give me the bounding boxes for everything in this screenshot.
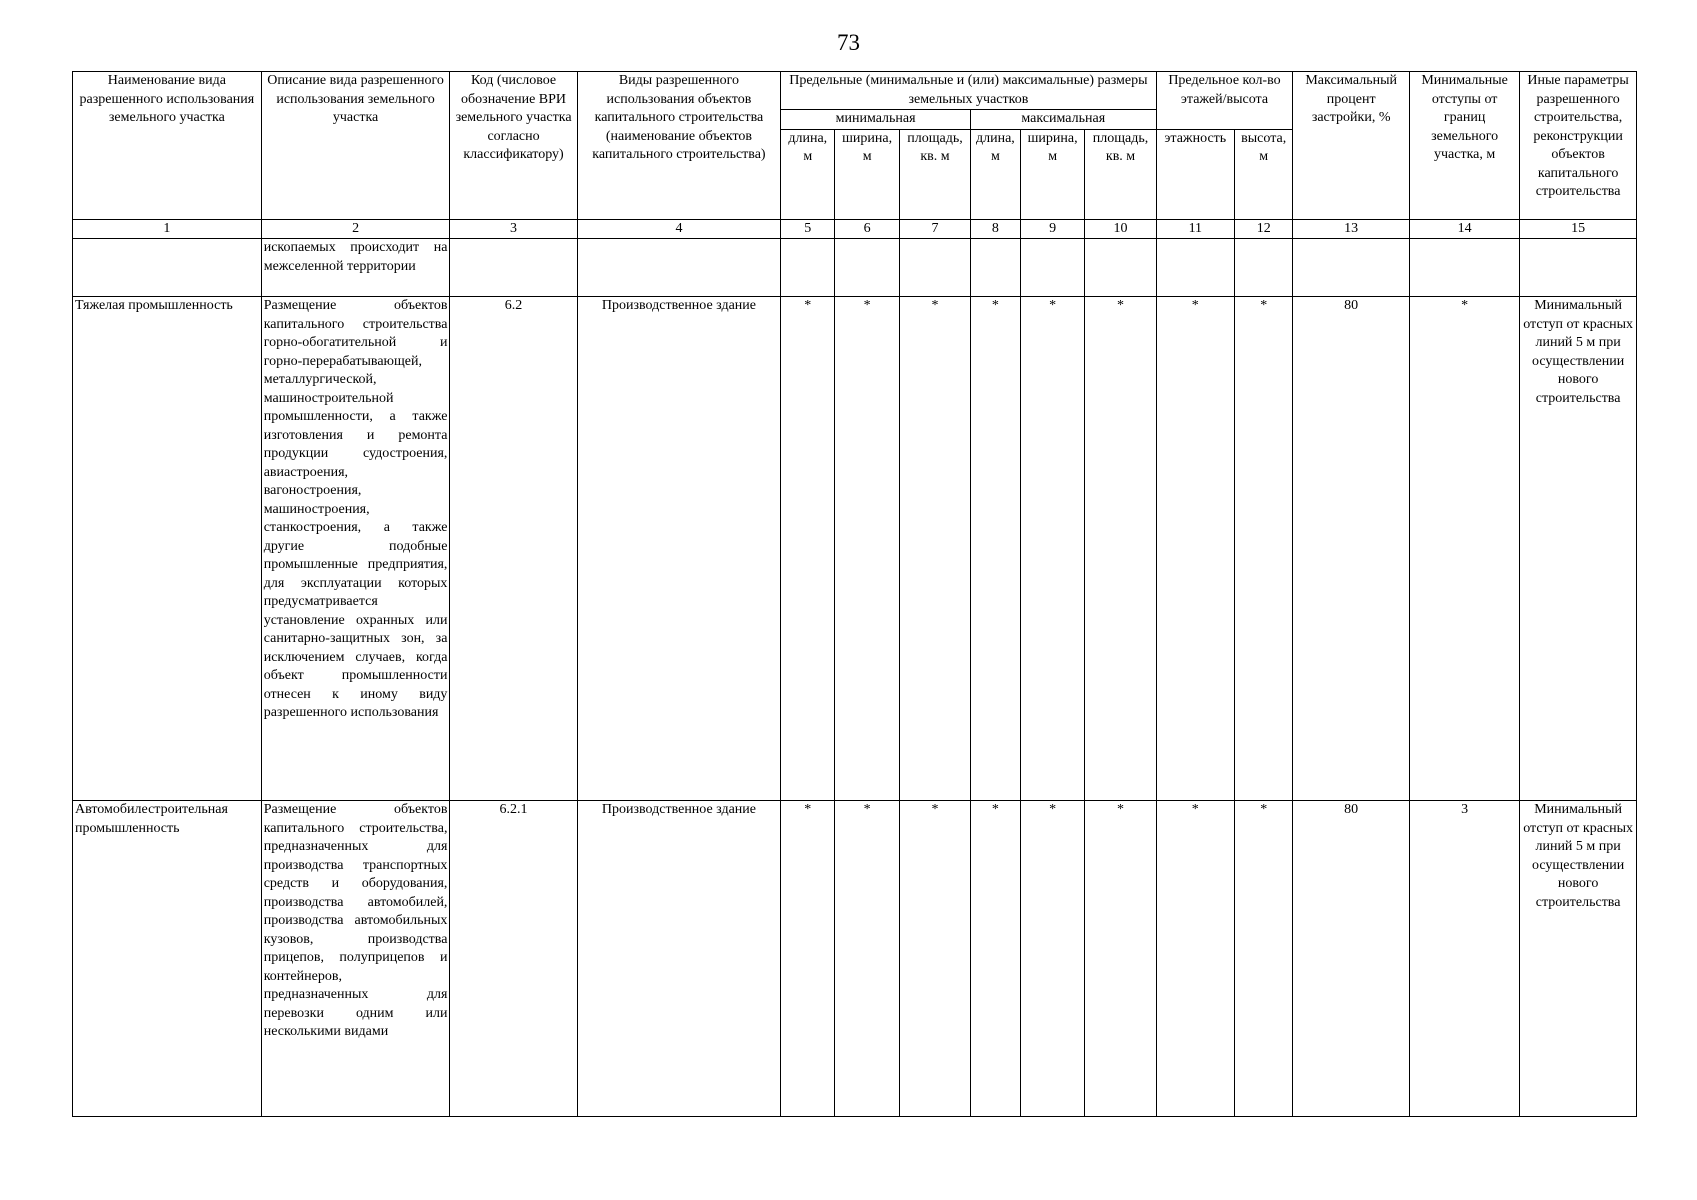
row-height bbox=[1235, 239, 1293, 297]
header-other-params: Иные параметры разрешенного строительства, реконструкции объектов капитального строительства bbox=[1520, 72, 1637, 220]
row-other: Минимальный отступ от красных линий 5 м при осуществлении нового строительства bbox=[1520, 801, 1637, 1117]
row-floors: * bbox=[1156, 801, 1234, 1117]
header-min-length: длина, м bbox=[781, 129, 835, 219]
table-row bbox=[73, 801, 1637, 1117]
header-max-width: ширина, м bbox=[1020, 129, 1085, 219]
row-max-area bbox=[1085, 239, 1156, 297]
header-max-percent: Максимальный процент застройки, % bbox=[1293, 72, 1410, 220]
row-other bbox=[1520, 239, 1637, 297]
row-min-length bbox=[781, 239, 835, 297]
column-number: 11 bbox=[1156, 219, 1234, 239]
row-percent: 80 bbox=[1293, 297, 1410, 801]
row-max-width: * bbox=[1020, 297, 1085, 801]
row-min-area: * bbox=[899, 297, 970, 801]
column-number: 8 bbox=[970, 219, 1020, 239]
land-use-regulations-table bbox=[72, 71, 1637, 1117]
column-number: 15 bbox=[1520, 219, 1637, 239]
row-min-length: * bbox=[781, 801, 835, 1117]
column-number: 3 bbox=[450, 219, 577, 239]
header-min: минимальная bbox=[781, 110, 971, 130]
row-max-width: * bbox=[1020, 801, 1085, 1117]
row-oks: Производственное здание bbox=[577, 297, 781, 801]
row-other: Минимальный отступ от красных линий 5 м при осуществлении нового строительства bbox=[1520, 297, 1637, 801]
row-max-area: * bbox=[1085, 801, 1156, 1117]
column-number: 13 bbox=[1293, 219, 1410, 239]
column-number: 12 bbox=[1235, 219, 1293, 239]
column-number: 10 bbox=[1085, 219, 1156, 239]
header-oks: Виды разрешенного использования объектов капитального строительства (наименование объектов капитального строительства) bbox=[577, 72, 781, 220]
row-min-width bbox=[835, 239, 900, 297]
row-min-width: * bbox=[835, 297, 900, 801]
row-min-width: * bbox=[835, 801, 900, 1117]
row-setback bbox=[1409, 239, 1519, 297]
column-number: 2 bbox=[261, 219, 450, 239]
row-max-area: * bbox=[1085, 297, 1156, 801]
row-floors bbox=[1156, 239, 1234, 297]
row-max-length bbox=[970, 239, 1020, 297]
row-max-width bbox=[1020, 239, 1085, 297]
table-row bbox=[73, 239, 1637, 297]
header-plot-sizes: Предельные (минимальные и (или) максимальные) размеры земельных участков bbox=[781, 72, 1156, 110]
row-setback: 3 bbox=[1409, 801, 1519, 1117]
row-description: Размещение объектов капитального строительства, предназначенных для производства транспортных средств и оборудования, производства автомобилей, производства автомобильных кузовов, производства прицепов, полуприцепов и контейнеров, предназначенных для перевозки одним или несколькими видами bbox=[261, 801, 450, 1117]
page-number: 73 bbox=[837, 30, 860, 55]
header-floors-height: Предельное кол-во этажей/высота bbox=[1156, 72, 1293, 130]
row-percent bbox=[1293, 239, 1410, 297]
row-description: Размещение объектов капитального строительства горно-обогатительной и горно-перерабатывающей, металлургической, машиностроительной промышленности, а также изготовления и ремонта продукции судостроения, авиастроения, вагоностроения, машиностроения, станкостроения, а также другие подобные промышленные предприятия, для эксплуатации которых предусматривается установление охранных или санитарно-защитных зон, за исключением случаев, когда объект промышленности отнесен к иному виду разрешенного использования bbox=[261, 297, 450, 801]
row-percent: 80 bbox=[1293, 801, 1410, 1117]
column-number: 5 bbox=[781, 219, 835, 239]
column-number: 6 bbox=[835, 219, 900, 239]
table-row bbox=[73, 297, 1637, 801]
header-description: Описание вида разрешенного использования земельного участка bbox=[261, 72, 450, 220]
header-name: Наименование вида разрешенного использования земельного участка bbox=[73, 72, 262, 220]
column-number: 4 bbox=[577, 219, 781, 239]
row-min-area: * bbox=[899, 801, 970, 1117]
column-numbers-row bbox=[73, 219, 1637, 239]
header-min-area: площадь, кв. м bbox=[899, 129, 970, 219]
header-code: Код (числовое обозначение ВРИ земельного участка согласно классификатору) bbox=[450, 72, 577, 220]
header-max-area: площадь, кв. м bbox=[1085, 129, 1156, 219]
row-max-length: * bbox=[970, 801, 1020, 1117]
row-height: * bbox=[1235, 297, 1293, 801]
row-name: Тяжелая промышленность bbox=[73, 297, 262, 801]
header-min-width: ширина, м bbox=[835, 129, 900, 219]
row-oks: Производственное здание bbox=[577, 801, 781, 1117]
row-name bbox=[73, 239, 262, 297]
row-code: 6.2.1 bbox=[450, 801, 577, 1117]
header-floors: этажность bbox=[1156, 129, 1234, 219]
row-oks bbox=[577, 239, 781, 297]
header-max-length: длина, м bbox=[970, 129, 1020, 219]
header-max: максимальная bbox=[970, 110, 1156, 130]
header-min-setback: Минимальные отступы от границ земельного участка, м bbox=[1409, 72, 1519, 220]
column-number: 9 bbox=[1020, 219, 1085, 239]
row-max-length: * bbox=[970, 297, 1020, 801]
column-number: 1 bbox=[73, 219, 262, 239]
column-number: 14 bbox=[1409, 219, 1519, 239]
row-setback: * bbox=[1409, 297, 1519, 801]
row-code bbox=[450, 239, 577, 297]
row-min-area bbox=[899, 239, 970, 297]
header-height: высота, м bbox=[1235, 129, 1293, 219]
row-description: ископаемых происходит на межселенной территории bbox=[261, 239, 450, 297]
row-code: 6.2 bbox=[450, 297, 577, 801]
row-floors: * bbox=[1156, 297, 1234, 801]
row-height: * bbox=[1235, 801, 1293, 1117]
row-name: Автомобилестроительная промышленность bbox=[73, 801, 262, 1117]
column-number: 7 bbox=[899, 219, 970, 239]
row-min-length: * bbox=[781, 297, 835, 801]
